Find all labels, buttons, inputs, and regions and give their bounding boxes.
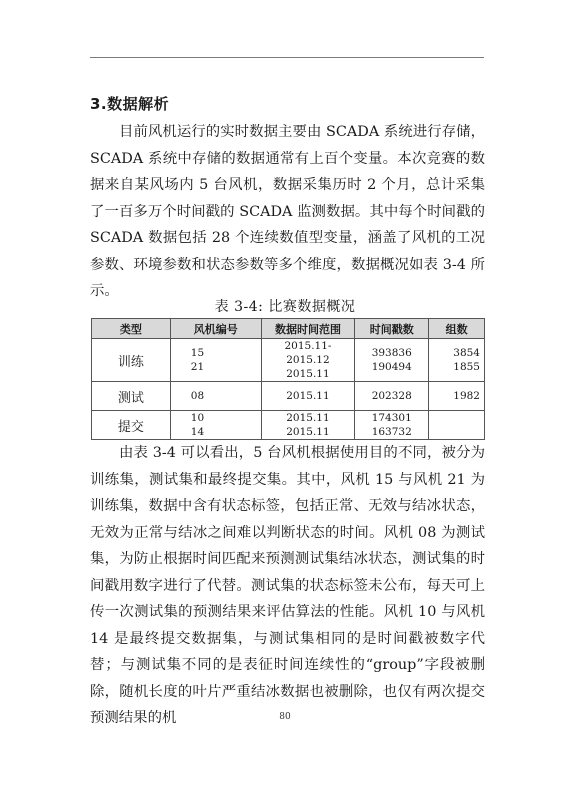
turbine-id: 14 [190,426,205,438]
timestamp-count: 174301 [371,412,412,424]
cell-turbine [170,411,261,440]
turbine-id: 21 [190,361,205,373]
cell-timestamps: 202328 [355,382,429,411]
cell-groups [429,339,485,382]
cell-turbine [170,339,261,382]
table-row [92,411,485,440]
cell-timestamps [355,411,429,440]
turbine-id: 15 [190,347,205,359]
paragraph-intro: 目前风机运行的实时数据主要由 SCADA 系统进行存储，SCADA 系统中存储的数据通常有上百个变量。本次竞赛的数据来自某风场内 5 台风机，数据采集历时 2 个月，总计采集了一百多万个时间戳的 SCADA 监测数据。其中每个时间戳的 SCADA 数据包括 28 个连续数值型变量，涵盖了风机的工况参数、环境参数和状态参数等多个维度，数据概况如表 3-4 所示。 [90,124,485,299]
cell-range [261,339,355,382]
cell-type: 训练 [92,339,171,382]
cell-range [261,411,355,440]
time-range: 2015.11-2015.12 [284,340,332,366]
cell-turbine: 08 [170,382,261,411]
page-number: 80 [279,712,291,722]
cell-type: 测试 [92,382,171,411]
header-rule [90,57,484,58]
table-row [92,382,485,411]
header-time-range: 数据时间范围 [261,319,355,339]
timestamp-count: 393836 [371,347,412,359]
cell-groups [429,411,485,440]
cell-timestamps [355,339,429,382]
time-range: 2015.11 [286,412,330,424]
section-heading: 3.数据解析 [90,95,170,113]
timestamp-count: 163732 [371,426,412,438]
table-caption: 表 3-4: 比赛数据概况 [214,299,356,315]
cell-type: 提交 [92,411,171,440]
header-group-count: 组数 [429,319,485,339]
header-type: 类型 [92,319,171,339]
table-row [92,339,485,382]
header-timestamp-count: 时间戳数 [355,319,429,339]
cell-groups: 1982 [429,382,485,411]
cell-range: 2015.11 [261,382,355,411]
data-overview-table [91,318,485,440]
time-range: 2015.11 [286,368,330,380]
turbine-id: 10 [190,412,205,424]
timestamp-count: 190494 [371,361,412,373]
group-count: 1855 [453,361,480,373]
group-count: 3854 [453,347,480,359]
table-header-row [92,319,485,339]
time-range: 2015.11 [286,426,330,438]
header-turbine-id: 风机编号 [170,319,261,339]
paragraph-analysis: 由表 3-4 可以看出，5 台风机根据使用目的不同，被分为训练集，测试集和最终提交集。其中，风机 15 与风机 21 为训练集，数据中含有状态标签，包括正常、无效与结冰状态，无效为正常与结冰之间难以判断状态的时间。风机 08 为测试集，为防止根据时间匹配来预测测试集结冰状态，测试集的时间戳用数字进行了代替。测试集的状态标签未公布，每天可上传一次测试集的预测结果来评估算法的性能。风机 10 与风机 14 是最终提交数据集，与测试集相同的是时间戳被数字代替；与测试集不同的是表征时间连续性的“group”字段被删除，随机长度的叶片严重结冰数据也被删除，也仅有两次提交预测结果的机 [90,445,485,726]
